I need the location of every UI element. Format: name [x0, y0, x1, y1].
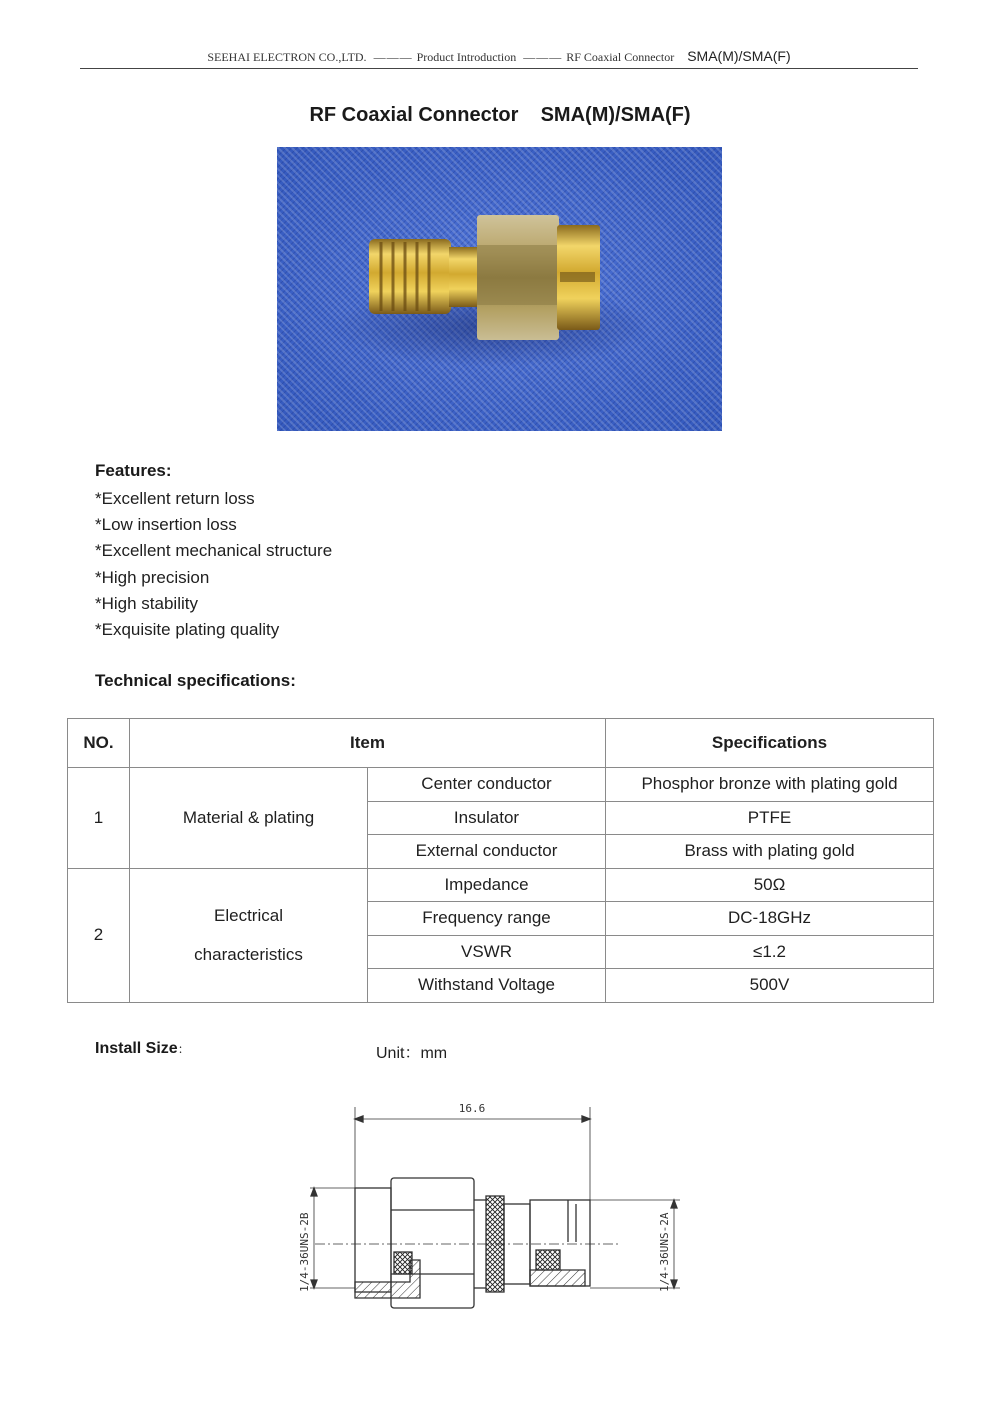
feature-item: *Excellent return loss	[95, 489, 255, 508]
spec-cell: PTFE	[606, 801, 934, 835]
section-name: Product Introduction	[416, 50, 517, 64]
item-cell: External conductor	[368, 835, 606, 869]
header-divider	[80, 68, 918, 69]
features-heading: Features:	[95, 461, 172, 480]
item-cell: VSWR	[368, 935, 606, 969]
table-header-row	[68, 719, 934, 768]
feature-item: *Exquisite plating quality	[95, 620, 280, 640]
table-row	[68, 868, 934, 902]
left-thread-label: 1/4-36UNS-2B	[298, 1212, 311, 1292]
category-name: RF Coaxial Connector	[566, 50, 675, 64]
install-size-label: Install Size	[95, 1040, 178, 1057]
install-drawing	[290, 1092, 690, 1332]
item-cell: Withstand Voltage	[368, 969, 606, 1003]
connector-drawing	[290, 1092, 690, 1332]
title-product: RF Coaxial Connector	[309, 104, 519, 126]
spec-cell: DC-18GHz	[606, 902, 934, 936]
connector-image	[277, 147, 722, 431]
spec-cell: Brass with plating gold	[606, 835, 934, 869]
item-cell: Insulator	[368, 801, 606, 835]
item-cell: Center conductor	[368, 768, 606, 802]
column-header-item: Item	[130, 719, 606, 768]
spec-table	[67, 718, 934, 1003]
running-header	[80, 48, 918, 68]
overall-length-label: 16.6	[458, 1102, 486, 1115]
company-name: SEEHAI ELECTRON CO.,LTD.	[207, 50, 367, 64]
spec-cell: ≤1.2	[606, 935, 934, 969]
page-title	[0, 104, 1000, 127]
right-thread-label: 1/4-36UNS-2A	[658, 1212, 671, 1292]
table-row	[68, 768, 934, 802]
group-number: 2	[68, 868, 130, 1002]
group-name-line: Electrical	[214, 906, 283, 925]
title-model: SMA(M)/SMA(F)	[540, 104, 691, 126]
separator: ———	[373, 50, 413, 64]
column-header-specifications: Specifications	[606, 719, 934, 768]
item-cell: Impedance	[368, 868, 606, 902]
group-name	[130, 868, 368, 1002]
install-size-colon: ：	[177, 1042, 190, 1056]
item-cell: Frequency range	[368, 902, 606, 936]
feature-item: *High stability	[95, 593, 198, 613]
group-name-line: characteristics	[194, 945, 303, 964]
spec-cell: 50Ω	[606, 868, 934, 902]
spec-cell: 500V	[606, 969, 934, 1003]
group-name: Material & plating	[130, 768, 368, 869]
spec-cell: Phosphor bronze with plating gold	[606, 768, 934, 802]
unit-label: Unit：mm	[376, 1045, 448, 1062]
features-list	[95, 486, 332, 643]
group-number: 1	[68, 768, 130, 869]
header-model: SMA(M)/SMA(F)	[687, 48, 791, 64]
feature-item: *Low insertion loss	[95, 515, 237, 535]
column-header-no: NO.	[68, 719, 130, 768]
install-size-heading	[95, 1040, 190, 1058]
product-photo	[277, 147, 722, 431]
separator: ———	[523, 50, 563, 64]
tech-specs-heading: Technical specifications:	[95, 671, 296, 690]
feature-item: *High precision	[95, 567, 210, 587]
feature-item: *Excellent mechanical structure	[95, 541, 333, 561]
